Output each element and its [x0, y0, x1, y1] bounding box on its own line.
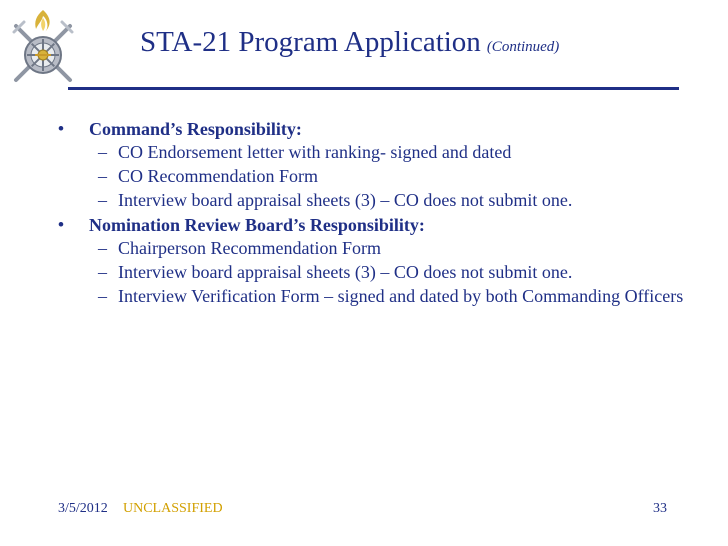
dash-icon: – — [98, 142, 107, 162]
list-item-text: CO Endorsement letter with ranking- signed and dated — [118, 142, 512, 162]
list-item-text: Chairperson Recommendation Form — [118, 238, 381, 258]
list-item-text: Interview board appraisal sheets (3) – CO does not submit one. — [118, 190, 573, 210]
section-heading-command — [58, 117, 698, 141]
footer-date: 3/5/2012 — [58, 501, 108, 516]
classification-label: UNCLASSIFIED — [123, 501, 223, 516]
page-number: 33 — [653, 501, 667, 516]
list-item — [58, 237, 698, 261]
dash-icon: – — [98, 286, 107, 306]
dash-icon: – — [98, 166, 107, 186]
section-heading-text: Nomination Review Board’s Responsibility: — [89, 215, 425, 235]
dash-icon: – — [98, 238, 107, 258]
slide-title — [140, 24, 559, 65]
list-item — [58, 165, 698, 189]
bullet-icon: • — [58, 215, 64, 234]
bullet-icon: • — [58, 119, 64, 138]
list-item — [58, 261, 698, 285]
list-item-text: Interview Verification Form – signed and dated by both Commanding Officers — [118, 286, 684, 306]
list-item — [58, 189, 698, 213]
section-heading-review-board — [58, 213, 698, 237]
bullet-list — [58, 117, 698, 309]
list-item — [58, 285, 698, 309]
list-item — [58, 141, 698, 165]
navy-seal-emblem-icon — [8, 8, 78, 90]
dash-icon: – — [98, 190, 107, 210]
list-item-text: Interview board appraisal sheets (3) – CO does not submit one. — [118, 262, 573, 282]
list-item-text: CO Recommendation Form — [118, 166, 318, 186]
section-heading-text: Command’s Responsibility: — [89, 119, 302, 139]
title-text: STA-21 Program Application — [140, 26, 481, 58]
dash-icon: – — [98, 262, 107, 282]
title-divider — [68, 87, 679, 90]
title-subtitle: (Continued) — [486, 39, 560, 55]
